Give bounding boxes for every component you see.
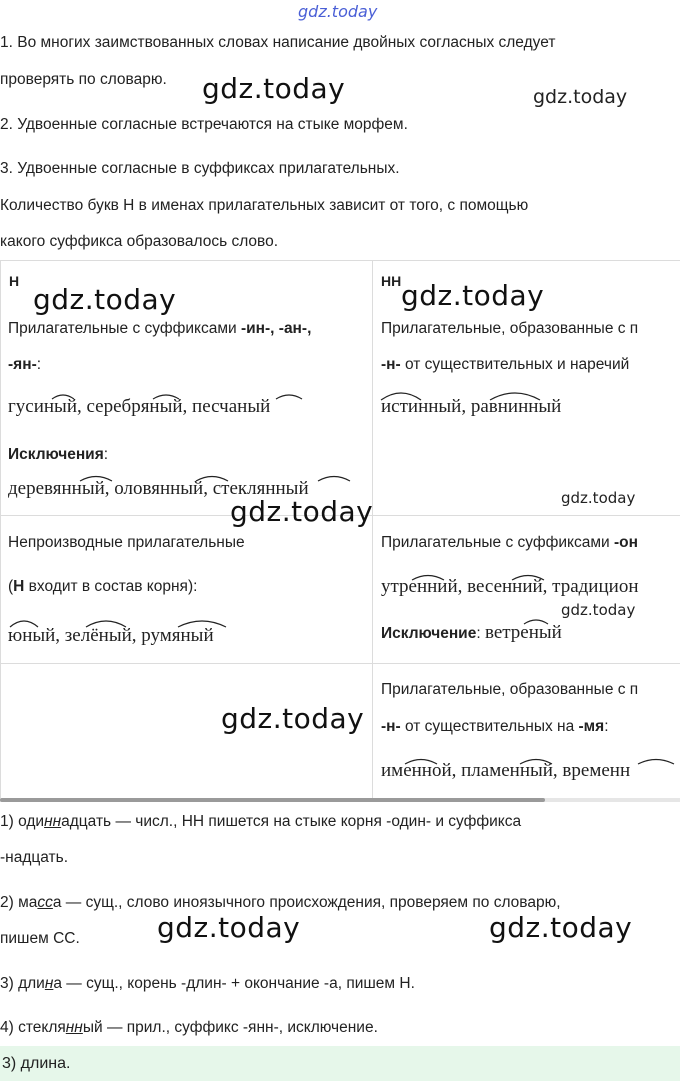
right-cell-1-text: Прилагательные, образованные с п [381,320,639,337]
suffixes-in-an: -ин-, -ан-, [240,320,312,337]
watermark: gdz.today [230,495,374,528]
arc-vremennoi [638,760,674,765]
header-nn: НН [381,273,402,289]
left-cell-1-exceptions: деревянный, оловянный, стеклянный [8,478,309,499]
suffix-n: -н- [381,718,401,735]
rule-2: 2. Удвоенные согласные встречаются на стыке морфем. [0,116,408,133]
letter-n: Н [13,578,25,595]
arc-olovyannyi [196,477,228,482]
underlined-letters: сс [37,894,53,911]
watermark: gdz.today [489,911,633,944]
arc-yunyi [10,621,38,627]
watermark: gdz.today [157,911,301,944]
colon: : [604,718,609,735]
arc-steklyannyi [318,477,350,482]
analysis-1-line-2: -надцать. [0,849,69,866]
word-part: 4) стекля [0,1019,66,1036]
watermark: gdz.today [401,279,545,312]
watermark: gdz.today [533,86,628,108]
left-cell-1-label: Прилагательные с суффиксами [8,320,241,337]
explanation: ый — прил., суффикс -янн-, исключение. [82,1019,378,1036]
analysis-2-line-2: пишем СС. [0,930,80,947]
answer-text: 3) длина. [2,1055,71,1072]
header-n: Н [9,273,20,289]
exception-word: ветреный [484,622,562,643]
analysis-1 [0,813,521,831]
right-cell-3-text: Прилагательные, образованные с п [381,681,639,698]
explanation: а — сущ., слово иноязычного происхождения, проверяем по словарю, [52,894,561,911]
colon: : [36,356,42,373]
arc-vetrenyi [524,620,548,624]
suffix-on: -он [613,534,638,551]
analysis-3 [0,975,415,993]
exception-label: Исключение [381,625,477,642]
arc-rumyanyi [178,621,226,627]
watermark: gdz.today [561,489,636,507]
arc-derevyannyi [80,477,112,482]
watermark: gdz.today [202,72,346,105]
word-part: 1) оди [0,813,45,830]
arc-peschanyi [276,395,302,399]
arc-utrennii [412,576,444,581]
underlined-letters: нн [65,1019,83,1036]
exceptions-label: Исключения [8,446,104,463]
colon: : [476,625,485,642]
suffix-yan: -ян- [8,356,37,373]
table-scrollbar-thumb[interactable] [0,798,545,802]
explanation: адцать — числ., НН пишется на стыке корня -один- и суффикса [61,813,522,830]
right-cell-2-examples: утренний, весенний, традицион [381,576,639,597]
arc-vesennii [512,576,544,581]
left-cell-2-text: Непроизводные прилагательные [8,534,245,551]
answer-box [0,1046,680,1081]
underlined-letters: н [44,975,54,992]
arc-zelenyi [86,621,126,627]
intro-line-2: какого суффикса образовалось слово. [0,233,279,250]
arc-serebryanyi [153,395,179,399]
word-part: 3) дли [0,975,45,992]
colon: : [103,446,109,463]
right-cell-2-label: Прилагательные с суффиксами [381,534,614,551]
watermark-top: gdz.today [298,2,378,21]
arc-plamennyi [520,760,552,765]
watermark: gdz.today [561,601,636,619]
arc-imennoi [405,760,437,765]
underlined-letters: нн [44,813,62,830]
arc-gusinyi [52,395,74,399]
left-cell-1-examples: гусиный, серебряный, песчаный [8,396,271,417]
arc-istinnyi [381,393,421,400]
watermark: gdz.today [33,283,177,316]
explanation: а — сущ., корень -длин- + окончание -а, пишем Н. [53,975,415,992]
rule-3: 3. Удвоенные согласные в суффиксах прилагательных. [0,160,400,177]
analysis-4 [0,1019,378,1037]
paren: ( [8,578,14,595]
suffix-n: -н- [381,356,401,373]
intro-line-1: Количество букв Н в именах прилагательных зависит от того, с помощью [0,197,529,214]
watermark: gdz.today [221,702,365,735]
analysis-2 [0,894,561,912]
rule-1-line-2: проверять по словарю. [0,71,167,88]
word-part: 2) ма [0,894,38,911]
right-cell-3-examples: именной, пламенный, временн [381,760,631,781]
left-cell-2-examples: юный, зелёный, румяный [8,625,214,646]
rule-1-line-1: 1. Во многих заимствованных словах написание двойных согласных следует [0,34,556,51]
left-cell-2-note: входит в состав корня): [24,578,198,595]
right-cell-1-source: от существительных и наречий [400,356,630,373]
arc-ravninnyi [490,393,540,400]
ending-mya: -мя [578,718,605,735]
right-cell-1-examples: истинный, равнинный [381,396,562,417]
right-cell-3-source: от существительных на [400,718,579,735]
